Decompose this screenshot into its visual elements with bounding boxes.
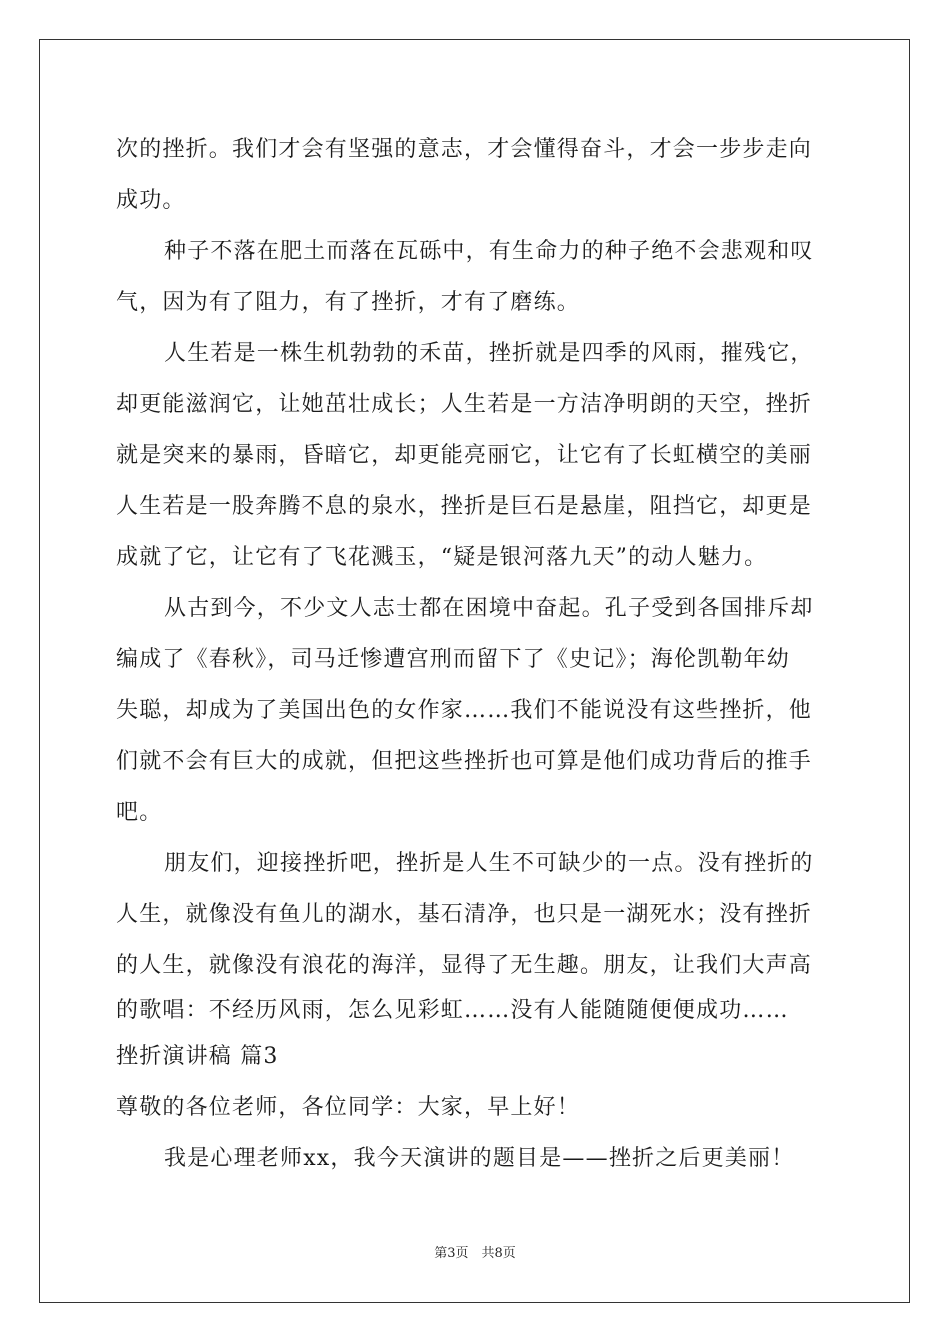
paragraph-start: 朋友们，迎接挫折吧，挫折是人生不可缺少的一点。没有挫折的 <box>164 851 814 876</box>
page-number: 第3页 共8页 <box>434 1246 516 1261</box>
text-line: 就是突来的暴雨，昏暗它，却更能亮丽它，让它有了长虹横空的美丽 <box>116 443 813 468</box>
document-body <box>116 124 836 1184</box>
text-line: 气，因为有了阻力，有了挫折，才有了磨练。 <box>116 290 581 315</box>
paragraph-start: 我是心理老师xx，我今天演讲的题目是——挫折之后更美丽！ <box>164 1146 795 1171</box>
text-line: 人生若是一股奔腾不息的泉水，挫折是巨石是悬崖，阻挡它，却更是 <box>116 494 813 519</box>
paragraph-start: 种子不落在肥土而落在瓦砾中，有生命力的种子绝不会悲观和叹 <box>164 239 814 264</box>
text-line: 吧。 <box>116 800 163 825</box>
paragraph-start: 人生若是一株生机勃勃的禾苗，挫折就是四季的风雨，摧残它， <box>164 341 814 366</box>
text-line: 们就不会有巨大的成就，但把这些挫折也可算是他们成功背后的推手 <box>116 749 813 774</box>
salutation: 尊敬的各位老师，各位同学：大家，早上好！ <box>116 1095 581 1120</box>
text-line: 却更能滋润它，让她茁壮成长；人生若是一方洁净明朗的天空，挫折 <box>116 392 813 417</box>
text-line: 编成了《春秋》，司马迁惨遭宫刑而留下了《史记》；海伦凯勒年幼 <box>116 647 791 672</box>
text-line: 的人生，就像没有浪花的海洋，显得了无生趣。朋友，让我们大声高 <box>116 953 813 978</box>
paragraph-start: 从古到今，不少文人志士都在困境中奋起。孔子受到各国排斥却 <box>164 596 814 621</box>
text-line: 成功。 <box>116 188 186 213</box>
section-heading: 挫折演讲稿 篇3 <box>116 1044 279 1069</box>
text-line: 失聪，却成为了美国出色的女作家……我们不能说没有这些挫折，他 <box>116 698 813 723</box>
text-line: 的歌唱：不经历风雨，怎么见彩虹……没有人能随随便便成功…… <box>116 998 789 1023</box>
text-line: 成就了它，让它有了飞花溅玉，“疑是银河落九天”的动人魅力。 <box>116 545 768 570</box>
text-line: 人生，就像没有鱼儿的湖水，基石清净，也只是一湖死水；没有挫折 <box>116 902 813 927</box>
text-line: 次的挫折。我们才会有坚强的意志，才会懂得奋斗，才会一步步走向 <box>116 137 813 162</box>
